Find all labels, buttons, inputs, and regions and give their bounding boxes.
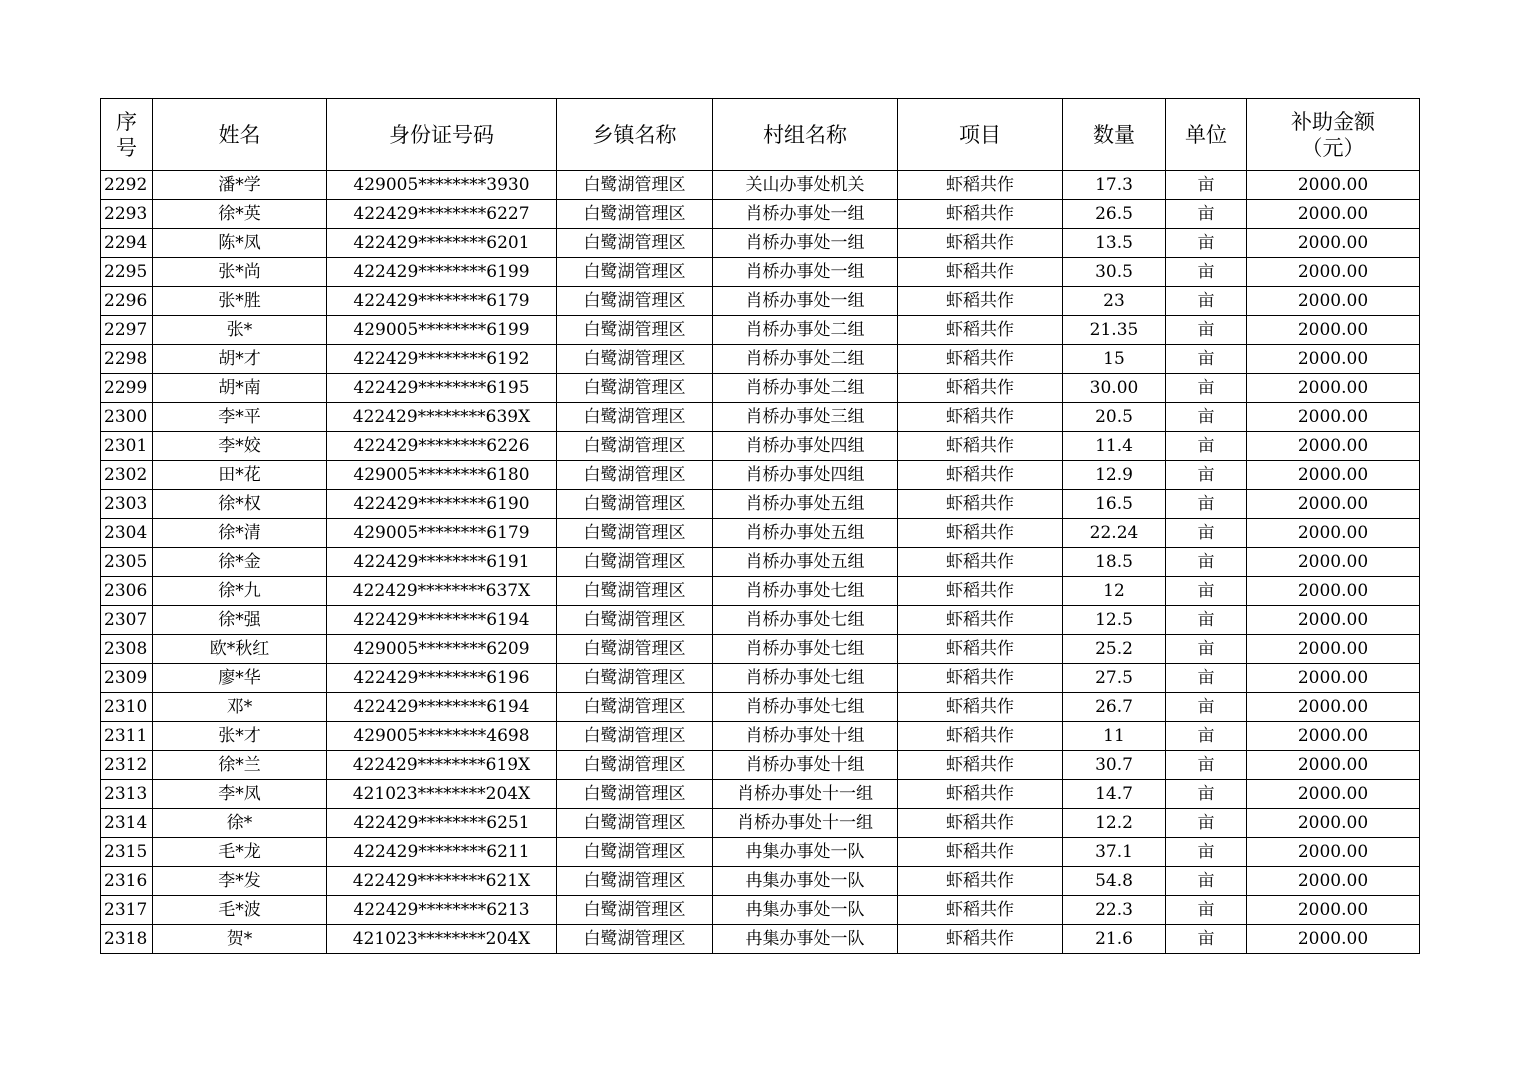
cell-town: 白鹭湖管理区: [557, 838, 713, 867]
cell-seq: 2313: [101, 780, 153, 809]
cell-seq: 2307: [101, 606, 153, 635]
cell-amount: 2000.00: [1247, 838, 1420, 867]
cell-qty: 20.5: [1063, 403, 1166, 432]
table-row: [101, 548, 1420, 577]
cell-name: 张*才: [153, 722, 327, 751]
cell-project: 虾稻共作: [898, 867, 1063, 896]
cell-name: 徐*强: [153, 606, 327, 635]
cell-unit: 亩: [1166, 838, 1247, 867]
cell-village: 肖桥办事处五组: [713, 519, 898, 548]
cell-unit: 亩: [1166, 635, 1247, 664]
cell-seq: 2317: [101, 896, 153, 925]
cell-id-number: 422429********6192: [327, 345, 557, 374]
cell-village: 肖桥办事处一组: [713, 258, 898, 287]
cell-seq: 2310: [101, 693, 153, 722]
header-row: [101, 99, 1420, 171]
cell-qty: 12.5: [1063, 606, 1166, 635]
cell-project: 虾稻共作: [898, 345, 1063, 374]
cell-unit: 亩: [1166, 432, 1247, 461]
table-row: [101, 403, 1420, 432]
table-row: [101, 461, 1420, 490]
cell-qty: 54.8: [1063, 867, 1166, 896]
cell-seq: 2292: [101, 171, 153, 200]
cell-unit: 亩: [1166, 200, 1247, 229]
cell-project: 虾稻共作: [898, 519, 1063, 548]
cell-amount: 2000.00: [1247, 896, 1420, 925]
cell-project: 虾稻共作: [898, 780, 1063, 809]
cell-town: 白鹭湖管理区: [557, 403, 713, 432]
table-row: [101, 693, 1420, 722]
cell-name: 徐*清: [153, 519, 327, 548]
cell-qty: 25.2: [1063, 635, 1166, 664]
cell-town: 白鹭湖管理区: [557, 374, 713, 403]
cell-name: 潘*学: [153, 171, 327, 200]
cell-town: 白鹭湖管理区: [557, 490, 713, 519]
cell-id-number: 422429********6211: [327, 838, 557, 867]
cell-name: 徐*英: [153, 200, 327, 229]
cell-project: 虾稻共作: [898, 432, 1063, 461]
cell-unit: 亩: [1166, 171, 1247, 200]
header-name: 姓名: [153, 99, 327, 171]
cell-town: 白鹭湖管理区: [557, 519, 713, 548]
cell-seq: 2302: [101, 461, 153, 490]
cell-unit: 亩: [1166, 374, 1247, 403]
table-row: [101, 316, 1420, 345]
cell-town: 白鹭湖管理区: [557, 171, 713, 200]
cell-seq: 2297: [101, 316, 153, 345]
table-row: [101, 751, 1420, 780]
cell-qty: 21.35: [1063, 316, 1166, 345]
cell-id-number: 422429********6194: [327, 693, 557, 722]
cell-project: 虾稻共作: [898, 374, 1063, 403]
cell-id-number: 422429********6251: [327, 809, 557, 838]
cell-seq: 2294: [101, 229, 153, 258]
cell-project: 虾稻共作: [898, 171, 1063, 200]
cell-amount: 2000.00: [1247, 780, 1420, 809]
cell-town: 白鹭湖管理区: [557, 780, 713, 809]
cell-qty: 12.9: [1063, 461, 1166, 490]
header-unit: 单位: [1166, 99, 1247, 171]
cell-village: 肖桥办事处十组: [713, 751, 898, 780]
cell-seq: 2315: [101, 838, 153, 867]
cell-seq: 2316: [101, 867, 153, 896]
cell-village: 肖桥办事处十组: [713, 722, 898, 751]
cell-seq: 2303: [101, 490, 153, 519]
cell-id-number: 422429********637X: [327, 577, 557, 606]
cell-project: 虾稻共作: [898, 925, 1063, 954]
cell-project: 虾稻共作: [898, 751, 1063, 780]
cell-seq: 2308: [101, 635, 153, 664]
cell-project: 虾稻共作: [898, 229, 1063, 258]
cell-project: 虾稻共作: [898, 838, 1063, 867]
cell-name: 徐*兰: [153, 751, 327, 780]
cell-project: 虾稻共作: [898, 258, 1063, 287]
cell-amount: 2000.00: [1247, 345, 1420, 374]
cell-name: 田*花: [153, 461, 327, 490]
cell-project: 虾稻共作: [898, 809, 1063, 838]
cell-town: 白鹭湖管理区: [557, 229, 713, 258]
cell-name: 贺*: [153, 925, 327, 954]
cell-village: 肖桥办事处二组: [713, 316, 898, 345]
cell-name: 邓*: [153, 693, 327, 722]
cell-id-number: 429005********6209: [327, 635, 557, 664]
cell-qty: 21.6: [1063, 925, 1166, 954]
cell-name: 胡*南: [153, 374, 327, 403]
cell-seq: 2296: [101, 287, 153, 316]
cell-village: 冉集办事处一队: [713, 867, 898, 896]
cell-town: 白鹭湖管理区: [557, 200, 713, 229]
table-row: [101, 258, 1420, 287]
table-row: [101, 664, 1420, 693]
cell-village: 肖桥办事处一组: [713, 287, 898, 316]
cell-name: 毛*波: [153, 896, 327, 925]
cell-amount: 2000.00: [1247, 577, 1420, 606]
cell-seq: 2309: [101, 664, 153, 693]
cell-seq: 2314: [101, 809, 153, 838]
cell-amount: 2000.00: [1247, 490, 1420, 519]
cell-project: 虾稻共作: [898, 664, 1063, 693]
cell-qty: 15: [1063, 345, 1166, 374]
cell-name: 徐*权: [153, 490, 327, 519]
table-row: [101, 432, 1420, 461]
cell-seq: 2300: [101, 403, 153, 432]
cell-unit: 亩: [1166, 867, 1247, 896]
cell-qty: 12.2: [1063, 809, 1166, 838]
cell-project: 虾稻共作: [898, 635, 1063, 664]
cell-qty: 18.5: [1063, 548, 1166, 577]
cell-town: 白鹭湖管理区: [557, 896, 713, 925]
header-qty: 数量: [1063, 99, 1166, 171]
cell-project: 虾稻共作: [898, 316, 1063, 345]
cell-village: 肖桥办事处四组: [713, 432, 898, 461]
cell-village: 肖桥办事处七组: [713, 635, 898, 664]
cell-unit: 亩: [1166, 925, 1247, 954]
cell-qty: 22.24: [1063, 519, 1166, 548]
cell-id-number: 422429********6213: [327, 896, 557, 925]
cell-village: 肖桥办事处一组: [713, 229, 898, 258]
table-row: [101, 490, 1420, 519]
cell-name: 欧*秋红: [153, 635, 327, 664]
cell-amount: 2000.00: [1247, 171, 1420, 200]
cell-village: 冉集办事处一队: [713, 925, 898, 954]
cell-name: 张*尚: [153, 258, 327, 287]
cell-unit: 亩: [1166, 229, 1247, 258]
cell-amount: 2000.00: [1247, 374, 1420, 403]
cell-id-number: 429005********4698: [327, 722, 557, 751]
cell-village: 肖桥办事处二组: [713, 374, 898, 403]
table-row: [101, 519, 1420, 548]
table-row: [101, 200, 1420, 229]
cell-amount: 2000.00: [1247, 461, 1420, 490]
cell-qty: 37.1: [1063, 838, 1166, 867]
cell-qty: 16.5: [1063, 490, 1166, 519]
cell-name: 张*: [153, 316, 327, 345]
table-row: [101, 867, 1420, 896]
cell-project: 虾稻共作: [898, 606, 1063, 635]
cell-town: 白鹭湖管理区: [557, 548, 713, 577]
header-village: 村组名称: [713, 99, 898, 171]
cell-amount: 2000.00: [1247, 751, 1420, 780]
cell-qty: 13.5: [1063, 229, 1166, 258]
table-row: [101, 374, 1420, 403]
cell-qty: 30.00: [1063, 374, 1166, 403]
cell-seq: 2305: [101, 548, 153, 577]
cell-village: 肖桥办事处二组: [713, 345, 898, 374]
cell-town: 白鹭湖管理区: [557, 867, 713, 896]
table-body: [101, 171, 1420, 954]
cell-qty: 26.7: [1063, 693, 1166, 722]
cell-project: 虾稻共作: [898, 548, 1063, 577]
cell-village: 肖桥办事处七组: [713, 664, 898, 693]
cell-project: 虾稻共作: [898, 490, 1063, 519]
cell-project: 虾稻共作: [898, 287, 1063, 316]
cell-name: 陈*凤: [153, 229, 327, 258]
cell-seq: 2304: [101, 519, 153, 548]
cell-town: 白鹭湖管理区: [557, 693, 713, 722]
cell-town: 白鹭湖管理区: [557, 722, 713, 751]
header-amount: 补助金额 （元）: [1247, 99, 1420, 171]
cell-name: 张*胜: [153, 287, 327, 316]
cell-qty: 27.5: [1063, 664, 1166, 693]
cell-village: 肖桥办事处三组: [713, 403, 898, 432]
cell-project: 虾稻共作: [898, 577, 1063, 606]
cell-id-number: 422429********639X: [327, 403, 557, 432]
table-row: [101, 722, 1420, 751]
cell-unit: 亩: [1166, 896, 1247, 925]
cell-amount: 2000.00: [1247, 722, 1420, 751]
cell-name: 胡*才: [153, 345, 327, 374]
header-town: 乡镇名称: [557, 99, 713, 171]
cell-id-number: 422429********619X: [327, 751, 557, 780]
cell-amount: 2000.00: [1247, 867, 1420, 896]
cell-village: 冉集办事处一队: [713, 838, 898, 867]
cell-id-number: 421023********204X: [327, 780, 557, 809]
header-id: 身份证号码: [327, 99, 557, 171]
cell-id-number: 429005********6179: [327, 519, 557, 548]
cell-unit: 亩: [1166, 606, 1247, 635]
cell-id-number: 422429********6195: [327, 374, 557, 403]
cell-amount: 2000.00: [1247, 316, 1420, 345]
table-row: [101, 635, 1420, 664]
cell-project: 虾稻共作: [898, 403, 1063, 432]
cell-town: 白鹭湖管理区: [557, 432, 713, 461]
cell-amount: 2000.00: [1247, 548, 1420, 577]
cell-qty: 12: [1063, 577, 1166, 606]
cell-id-number: 422429********6191: [327, 548, 557, 577]
cell-seq: 2301: [101, 432, 153, 461]
cell-unit: 亩: [1166, 287, 1247, 316]
cell-qty: 23: [1063, 287, 1166, 316]
cell-town: 白鹭湖管理区: [557, 751, 713, 780]
cell-amount: 2000.00: [1247, 693, 1420, 722]
cell-name: 徐*九: [153, 577, 327, 606]
cell-village: 肖桥办事处十一组: [713, 780, 898, 809]
cell-town: 白鹭湖管理区: [557, 809, 713, 838]
cell-unit: 亩: [1166, 722, 1247, 751]
cell-unit: 亩: [1166, 345, 1247, 374]
cell-village: 肖桥办事处四组: [713, 461, 898, 490]
cell-project: 虾稻共作: [898, 722, 1063, 751]
table-row: [101, 809, 1420, 838]
table-row: [101, 577, 1420, 606]
cell-amount: 2000.00: [1247, 258, 1420, 287]
cell-village: 肖桥办事处七组: [713, 606, 898, 635]
cell-amount: 2000.00: [1247, 925, 1420, 954]
cell-id-number: 422429********6201: [327, 229, 557, 258]
cell-name: 李*凤: [153, 780, 327, 809]
cell-amount: 2000.00: [1247, 519, 1420, 548]
cell-id-number: 422429********6179: [327, 287, 557, 316]
cell-qty: 11: [1063, 722, 1166, 751]
cell-amount: 2000.00: [1247, 664, 1420, 693]
cell-id-number: 422429********6190: [327, 490, 557, 519]
cell-seq: 2318: [101, 925, 153, 954]
cell-town: 白鹭湖管理区: [557, 316, 713, 345]
cell-amount: 2000.00: [1247, 635, 1420, 664]
cell-id-number: 422429********6227: [327, 200, 557, 229]
cell-amount: 2000.00: [1247, 809, 1420, 838]
cell-village: 肖桥办事处七组: [713, 693, 898, 722]
cell-village: 肖桥办事处五组: [713, 490, 898, 519]
cell-unit: 亩: [1166, 548, 1247, 577]
table-row: [101, 606, 1420, 635]
cell-unit: 亩: [1166, 519, 1247, 548]
cell-seq: 2298: [101, 345, 153, 374]
cell-seq: 2306: [101, 577, 153, 606]
cell-seq: 2293: [101, 200, 153, 229]
cell-id-number: 429005********3930: [327, 171, 557, 200]
cell-village: 关山办事处机关: [713, 171, 898, 200]
cell-qty: 17.3: [1063, 171, 1166, 200]
subsidy-table: [100, 98, 1420, 954]
table-row: [101, 229, 1420, 258]
cell-unit: 亩: [1166, 751, 1247, 780]
cell-unit: 亩: [1166, 809, 1247, 838]
table-row: [101, 896, 1420, 925]
table-row: [101, 345, 1420, 374]
cell-town: 白鹭湖管理区: [557, 635, 713, 664]
cell-id-number: 422429********621X: [327, 867, 557, 896]
table-row: [101, 838, 1420, 867]
cell-village: 冉集办事处一队: [713, 896, 898, 925]
cell-qty: 22.3: [1063, 896, 1166, 925]
cell-unit: 亩: [1166, 780, 1247, 809]
header-project: 项目: [898, 99, 1063, 171]
cell-amount: 2000.00: [1247, 229, 1420, 258]
cell-town: 白鹭湖管理区: [557, 345, 713, 374]
cell-town: 白鹭湖管理区: [557, 258, 713, 287]
cell-village: 肖桥办事处七组: [713, 577, 898, 606]
cell-town: 白鹭湖管理区: [557, 606, 713, 635]
cell-village: 肖桥办事处十一组: [713, 809, 898, 838]
cell-amount: 2000.00: [1247, 287, 1420, 316]
cell-id-number: 429005********6199: [327, 316, 557, 345]
cell-name: 李*姣: [153, 432, 327, 461]
cell-project: 虾稻共作: [898, 896, 1063, 925]
cell-qty: 26.5: [1063, 200, 1166, 229]
cell-id-number: 422429********6196: [327, 664, 557, 693]
table-row: [101, 780, 1420, 809]
cell-unit: 亩: [1166, 403, 1247, 432]
cell-town: 白鹭湖管理区: [557, 287, 713, 316]
cell-project: 虾稻共作: [898, 693, 1063, 722]
cell-unit: 亩: [1166, 316, 1247, 345]
cell-town: 白鹭湖管理区: [557, 664, 713, 693]
cell-project: 虾稻共作: [898, 200, 1063, 229]
table-header: [101, 99, 1420, 171]
cell-town: 白鹭湖管理区: [557, 925, 713, 954]
table-row: [101, 287, 1420, 316]
cell-seq: 2299: [101, 374, 153, 403]
cell-amount: 2000.00: [1247, 403, 1420, 432]
cell-name: 李*平: [153, 403, 327, 432]
cell-project: 虾稻共作: [898, 461, 1063, 490]
cell-village: 肖桥办事处一组: [713, 200, 898, 229]
cell-town: 白鹭湖管理区: [557, 461, 713, 490]
cell-seq: 2311: [101, 722, 153, 751]
cell-town: 白鹭湖管理区: [557, 577, 713, 606]
cell-qty: 30.5: [1063, 258, 1166, 287]
cell-name: 李*发: [153, 867, 327, 896]
cell-qty: 30.7: [1063, 751, 1166, 780]
cell-unit: 亩: [1166, 693, 1247, 722]
cell-id-number: 421023********204X: [327, 925, 557, 954]
cell-qty: 14.7: [1063, 780, 1166, 809]
cell-name: 徐*金: [153, 548, 327, 577]
table-row: [101, 171, 1420, 200]
cell-unit: 亩: [1166, 258, 1247, 287]
cell-name: 徐*: [153, 809, 327, 838]
cell-unit: 亩: [1166, 461, 1247, 490]
cell-amount: 2000.00: [1247, 200, 1420, 229]
cell-id-number: 422429********6199: [327, 258, 557, 287]
cell-seq: 2295: [101, 258, 153, 287]
cell-amount: 2000.00: [1247, 432, 1420, 461]
cell-village: 肖桥办事处五组: [713, 548, 898, 577]
cell-unit: 亩: [1166, 577, 1247, 606]
cell-amount: 2000.00: [1247, 606, 1420, 635]
cell-id-number: 422429********6226: [327, 432, 557, 461]
cell-qty: 11.4: [1063, 432, 1166, 461]
header-seq: 序 号: [101, 99, 153, 171]
table-row: [101, 925, 1420, 954]
cell-unit: 亩: [1166, 490, 1247, 519]
cell-seq: 2312: [101, 751, 153, 780]
cell-id-number: 422429********6194: [327, 606, 557, 635]
cell-id-number: 429005********6180: [327, 461, 557, 490]
cell-name: 廖*华: [153, 664, 327, 693]
cell-unit: 亩: [1166, 664, 1247, 693]
cell-name: 毛*龙: [153, 838, 327, 867]
